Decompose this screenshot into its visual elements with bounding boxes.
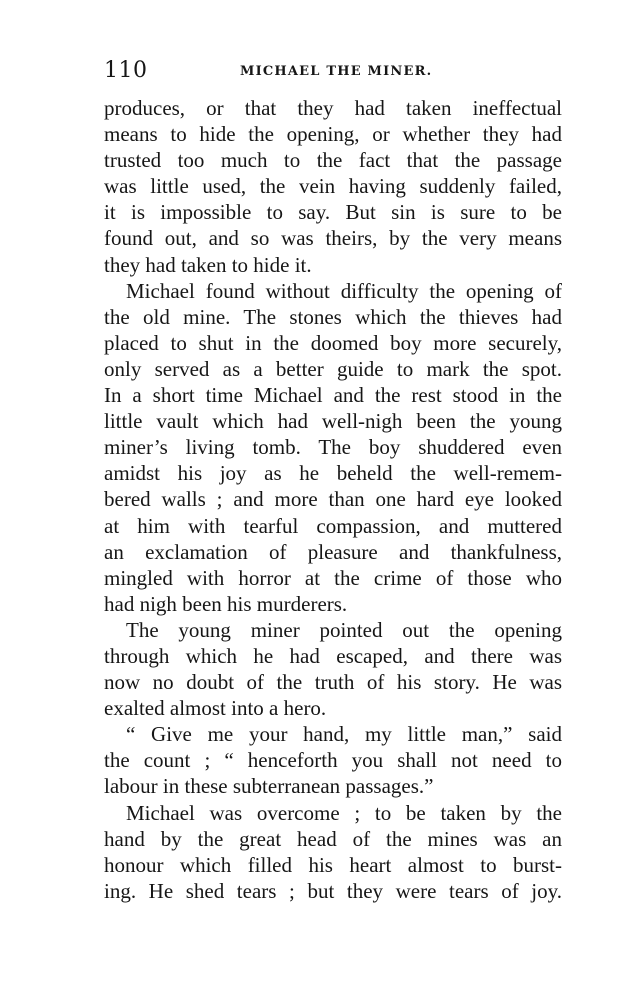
page-number: 110	[104, 58, 148, 83]
text-line: Michael found without difficulty the opening of	[126, 278, 562, 303]
text-line: “ Give me your hand, my little man,” said	[126, 722, 562, 747]
text-line: labour in these subterranean passages.”	[104, 774, 434, 799]
text-line: exalted almost into a hero.	[104, 696, 327, 721]
text-line: means to hide the opening, or whether they had	[104, 122, 562, 147]
text-line: the count ; “ henceforth you shall not need to	[104, 748, 562, 773]
text-line: at him with tearful compassion, and muttered	[104, 513, 562, 538]
text-line: found out, and so was theirs, by the very means	[104, 226, 562, 251]
text-line: little vault which had well-nigh been the young	[104, 409, 562, 434]
text-line: mingled with horror at the crime of those who	[104, 565, 562, 590]
text-line: had nigh been his murderers.	[104, 591, 348, 616]
text-line: honour which filled his heart almost to burst-	[104, 852, 562, 877]
running-head	[104, 58, 562, 84]
text-line: The young miner pointed out the opening	[126, 617, 562, 642]
text-line: produces, or that they had taken ineffectual	[104, 96, 562, 120]
text-line: now no doubt of the truth of his story. He was	[104, 670, 562, 695]
running-title: MICHAEL THE MINER.	[240, 64, 433, 79]
text-line: trusted too much to the fact that the passage	[104, 148, 562, 173]
text-line: an exclamation of pleasure and thankfulness,	[104, 539, 562, 564]
text-line: In a short time Michael and the rest stood in the	[104, 383, 562, 408]
text-line: Michael was overcome ; to be taken by the	[126, 800, 562, 825]
text-line: the old mine. The stones which the thieves had	[104, 304, 562, 329]
text-line: amidst his joy as he beheld the well-remem-	[104, 461, 562, 486]
text-line: bered walls ; and more than one hard eye looked	[104, 487, 562, 512]
text-line: ing. He shed tears ; but they were tears of joy.	[104, 878, 562, 903]
text-line: hand by the great head of the mines was an	[104, 826, 562, 851]
text-line: they had taken to hide it.	[104, 252, 312, 277]
text-line: placed to shut in the doomed boy more securely,	[104, 330, 562, 355]
text-line: miner’s living tomb. The boy shuddered even	[104, 435, 562, 460]
text-line: only served as a better guide to mark the spot.	[104, 356, 562, 381]
body-text	[104, 95, 562, 904]
text-line: through which he had escaped, and there was	[104, 643, 562, 668]
text-line: was little used, the vein having suddenly failed,	[104, 174, 562, 199]
text-line: it is impossible to say. But sin is sure to be	[104, 200, 562, 225]
